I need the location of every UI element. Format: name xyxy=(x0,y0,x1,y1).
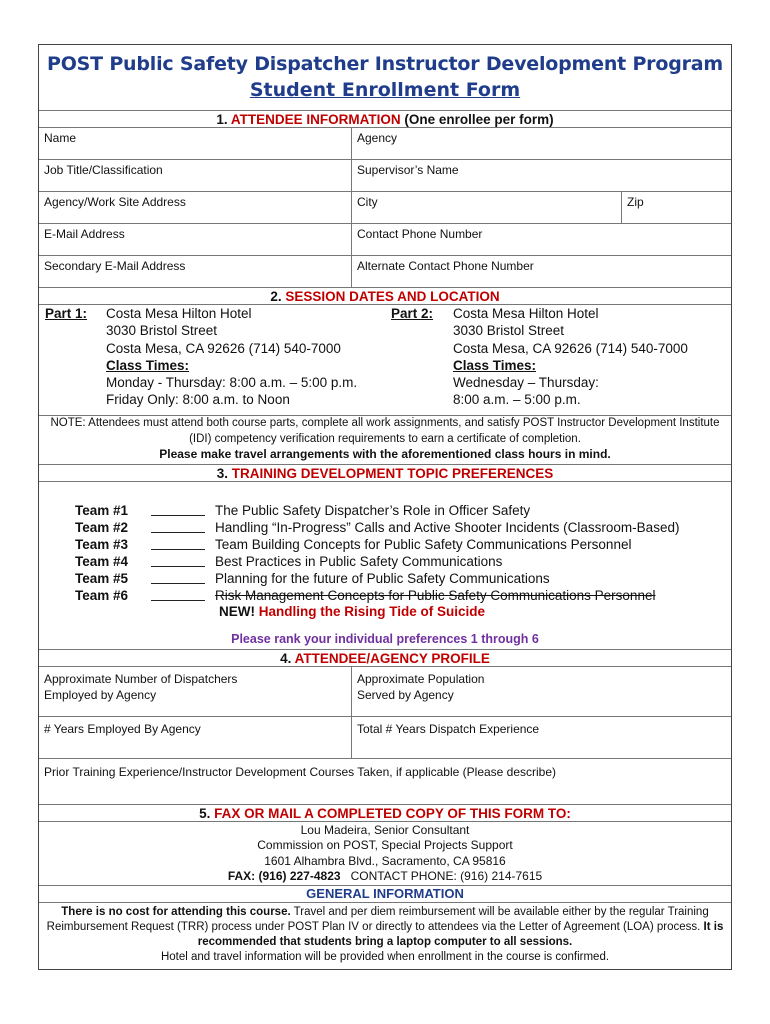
row-email-phone xyxy=(39,224,731,256)
team-label: Team #5 xyxy=(75,570,129,586)
row-dispatchers-population xyxy=(39,667,731,717)
team-label: Team #4 xyxy=(75,553,129,569)
fax-phone-line xyxy=(39,869,731,885)
contact-address: 1601 Alhambra Blvd., Sacramento, CA 95816 xyxy=(264,853,506,868)
section-number: 1. xyxy=(216,112,228,127)
years-employed-field[interactable]: # Years Employed By Agency xyxy=(39,717,352,758)
contact-phone: CONTACT PHONE: (916) 214-7615 xyxy=(350,869,543,883)
email-field[interactable]: E-Mail Address xyxy=(39,224,352,255)
new-topic-title: Handling the Rising Tide of Suicide xyxy=(258,603,486,619)
laptop-note: It is recommended that students bring a laptop computer to all sessions. xyxy=(197,920,724,948)
team-row-5 xyxy=(75,570,550,587)
general-info xyxy=(39,903,731,970)
part-1-street: 3030 Bristol Street xyxy=(106,323,218,339)
form-title: POST Public Safety Dispatcher Instructor Development Program xyxy=(47,53,723,75)
team-topic: Best Practices in Public Safety Communications xyxy=(215,553,503,569)
section-title: TRAINING DEVELOPMENT TOPIC PREFERENCES xyxy=(231,465,554,481)
part-1-details xyxy=(106,305,391,409)
part-2-times: Wednesday – Thursday: xyxy=(453,375,599,391)
alternate-phone-field[interactable]: Alternate Contact Phone Number xyxy=(357,259,534,273)
fax-number: FAX: (916) 227-4823 xyxy=(227,869,341,883)
team-row-3 xyxy=(75,536,631,553)
section-title: SESSION DATES AND LOCATION xyxy=(285,289,500,304)
section-subtitle: (One enrollee per form) xyxy=(404,112,554,127)
team-label: Team #6 xyxy=(75,587,129,603)
mailing-info xyxy=(39,822,731,886)
section-title: FAX OR MAIL A COMPLETED COPY OF THIS FORM TO: xyxy=(214,805,571,821)
new-badge: NEW! xyxy=(219,603,255,619)
section-1-header xyxy=(39,111,731,128)
row-prior-training xyxy=(39,759,731,805)
part-2-class-times-label: Class Times: xyxy=(453,357,537,373)
team-row-2 xyxy=(75,519,679,536)
section-number: 5. xyxy=(199,805,211,821)
part-1-times: Monday - Thursday: 8:00 a.m. – 5:00 p.m. xyxy=(106,375,358,391)
rank-blank-3[interactable] xyxy=(151,536,205,550)
section-title: ATTENDEE INFORMATION xyxy=(230,112,401,127)
supervisor-field[interactable]: Supervisor’s Name xyxy=(357,163,459,177)
job-title-field[interactable]: Job Title/Classification xyxy=(39,160,352,191)
general-info-header: GENERAL INFORMATION xyxy=(39,886,731,903)
part-1-label: Part 1: xyxy=(45,306,88,321)
team-topic: Handling “In-Progress” Calls and Active Shooter Incidents (Classroom-Based) xyxy=(215,519,680,535)
part-1-times-friday: Friday Only: 8:00 a.m. to Noon xyxy=(106,392,290,408)
part-2-hotel: Costa Mesa Hilton Hotel xyxy=(453,306,599,321)
team-row-4 xyxy=(75,553,502,570)
field-label: Served by Agency xyxy=(357,687,454,702)
section-number: 3. xyxy=(216,465,228,481)
team-row-6 xyxy=(75,587,655,604)
row-name-agency xyxy=(39,128,731,160)
team-topic: Team Building Concepts for Public Safety Communications Personnel xyxy=(215,536,632,552)
reimbursement-note: Travel and per diem reimbursement will be available either by the regular Training Reimbursement Request (TRR) process under POST Plan IV or directly to attendees via the Letter of Agreement (LOA) process. xyxy=(46,905,709,933)
section-5-header xyxy=(39,805,731,822)
rank-blank-2[interactable] xyxy=(151,519,205,533)
team-topic: Planning for the future of Public Safety Communications xyxy=(215,570,550,586)
row-years xyxy=(39,717,731,759)
field-label: Approximate Population xyxy=(357,671,485,686)
form-title-block xyxy=(39,45,731,111)
team-topic: The Public Safety Dispatcher’s Role in Officer Safety xyxy=(215,502,531,518)
dispatchers-count-field[interactable] xyxy=(39,667,352,716)
field-label: Employed by Agency xyxy=(44,687,157,702)
session-details xyxy=(39,305,731,415)
row-job-supervisor xyxy=(39,160,731,192)
rank-blank-6[interactable] xyxy=(151,587,205,601)
travel-note: Please make travel arrangements with the aforementioned class hours in mind. xyxy=(159,447,611,461)
topic-preferences xyxy=(39,482,731,650)
secondary-email-field[interactable]: Secondary E-Mail Address xyxy=(39,256,352,287)
enrollment-form xyxy=(38,44,732,970)
no-cost-note: There is no cost for attending this course. xyxy=(61,905,291,918)
years-dispatch-field[interactable]: Total # Years Dispatch Experience xyxy=(357,721,540,736)
new-topic xyxy=(219,604,485,619)
population-field[interactable] xyxy=(352,667,731,716)
section-title: ATTENDEE/AGENCY PROFILE xyxy=(294,650,490,666)
part-1-city: Costa Mesa, CA 92626 (714) 540-7000 xyxy=(106,340,341,356)
section-4-header xyxy=(39,650,731,667)
part-2-times-hours: 8:00 a.m. – 5:00 p.m. xyxy=(453,392,581,408)
row-email2-phone2 xyxy=(39,256,731,288)
rank-blank-5[interactable] xyxy=(151,570,205,584)
section-number: 4. xyxy=(280,650,292,666)
attendance-note: NOTE: Attendees must attend both course parts, complete all work assignments, and satisfy POST Instructor Development Institute (IDI) competency verification requirements to earn a certificate of completion. xyxy=(50,417,720,445)
section-number: 2. xyxy=(270,289,282,304)
part-1-class-times-label: Class Times: xyxy=(106,357,190,373)
field-label: Approximate Number of Dispatchers xyxy=(44,671,238,686)
part-2-details xyxy=(453,305,731,409)
contact-name: Lou Madeira, Senior Consultant xyxy=(300,822,470,837)
prior-training-field[interactable]: Prior Training Experience/Instructor Development Courses Taken, if applicable (Please describe) xyxy=(44,764,557,779)
team-row-1 xyxy=(75,502,530,519)
team-label: Team #2 xyxy=(75,519,129,535)
row-address-city-zip xyxy=(39,192,731,224)
city-field[interactable]: City xyxy=(352,192,622,223)
address-field[interactable]: Agency/Work Site Address xyxy=(39,192,352,223)
hotel-note: Hotel and travel information will be provided when enrollment in the course is confirmed. xyxy=(160,951,610,964)
phone-field[interactable]: Contact Phone Number xyxy=(357,227,483,241)
rank-blank-4[interactable] xyxy=(151,553,205,567)
section-2-header xyxy=(39,288,731,305)
name-field[interactable]: Name xyxy=(39,128,352,159)
team-topic-struck: Risk Management Concepts for Public Safety Communications Personnel xyxy=(215,587,656,603)
team-label: Team #1 xyxy=(75,502,129,518)
section-3-header xyxy=(39,465,731,482)
team-label: Team #3 xyxy=(75,536,129,552)
part-2-street: 3030 Bristol Street xyxy=(453,323,565,339)
session-note xyxy=(39,415,731,465)
contact-org: Commission on POST, Special Projects Support xyxy=(257,838,513,852)
part-1 xyxy=(39,305,391,415)
zip-field[interactable]: Zip xyxy=(627,195,644,209)
part-2-label: Part 2: xyxy=(391,306,434,321)
rank-instructions: Please rank your individual preferences 1 through 6 xyxy=(231,631,539,646)
rank-blank-1[interactable] xyxy=(151,502,205,516)
part-2 xyxy=(391,305,731,415)
part-1-hotel: Costa Mesa Hilton Hotel xyxy=(106,306,252,321)
form-subtitle: Student Enrollment Form xyxy=(249,79,521,101)
part-2-city: Costa Mesa, CA 92626 (714) 540-7000 xyxy=(453,340,688,356)
agency-field[interactable]: Agency xyxy=(357,131,398,145)
